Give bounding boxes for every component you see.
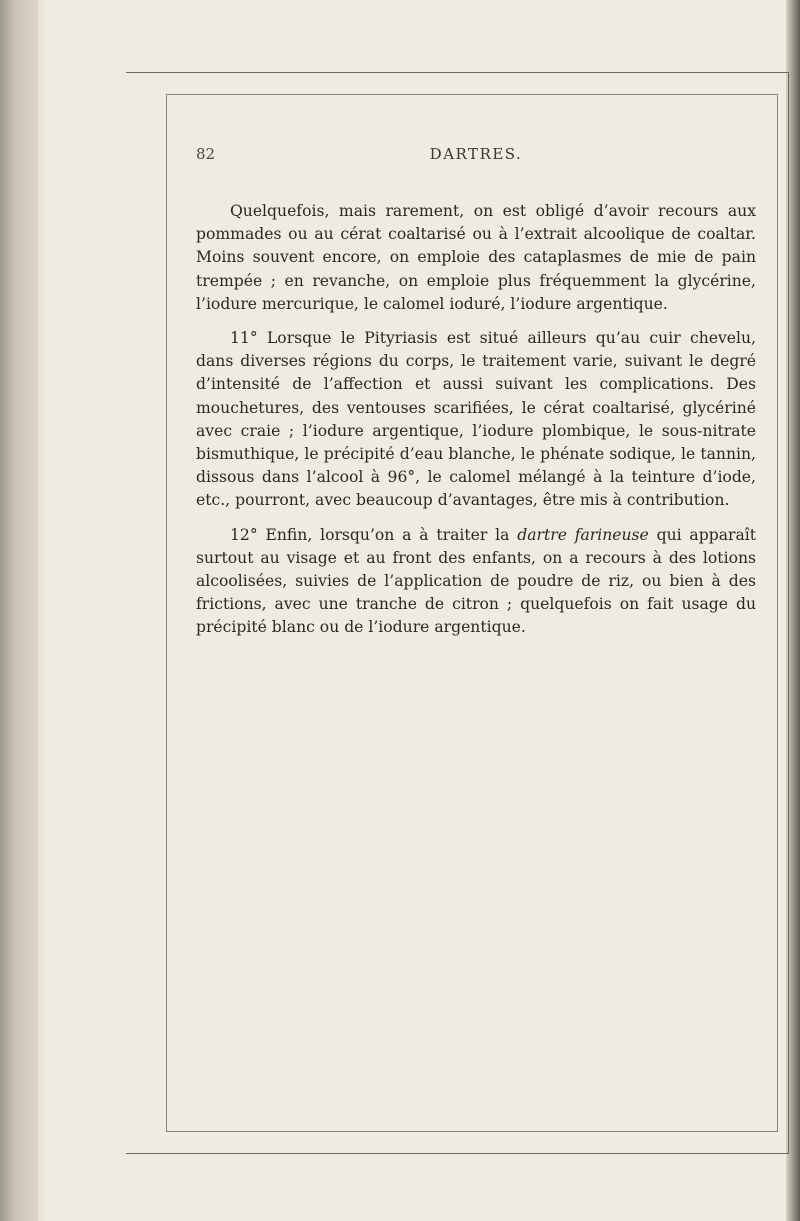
paragraph-start: 12° Enfin, lorsqu’on a à traiter la — [230, 525, 518, 544]
running-title: DARTRES. — [429, 145, 523, 163]
page-header — [196, 145, 756, 165]
paragraph-dartre-farineuse — [196, 524, 756, 640]
paragraph-pommades: Quelquefois, mais rarement, on est obligé d’avoir recours aux pommades ou au cérat coaltarisé ou à l’extrait alcoolique de coaltar. Moins souvent encore, on emploie des cataplasmes de mie de pain trempée ; en revanche, on emploie plus fréquemment la glycérine, l’iodure mercurique, le calomel ioduré, l’iodure argentique. — [196, 202, 756, 313]
scan-shadow-left — [0, 0, 38, 1221]
emphasized-term: dartre farineuse — [517, 525, 649, 544]
body-text — [196, 200, 756, 640]
paragraph-pityriasis: 11° Lorsque le Pityriasis est situé ailleurs qu’au cuir chevelu, dans diverses régions du corps, le traitement varie, suivant le degré d’intensité de l’affection et aussi suivant les complications. Des mouchetures, des ventouses scarifiées, le cérat coaltarisé, glycériné avec craie ; l’iodure argentique, l’iodure plombique, le sous-nitrate bismuthique, le précipité d’eau blanche, le phénate sodique, le tannin, dissous dans l’alcool à 96°, le calomel mélangé à la teinture d’iode, etc., pourront, avec beaucoup d’avantages, être mis à contribution. — [196, 329, 756, 510]
page-number: 82 — [196, 145, 216, 163]
paragraph-end: qui apparaît surtout au visage et au front des enfants, on a recours à des lotions alcoolisées, suivies de l’application de poudre de riz, ou bien à des frictions, avec une tranche de citron ; quelquefois on fait usage du précipité blanc ou de l’iodure argentique. — [196, 525, 756, 637]
